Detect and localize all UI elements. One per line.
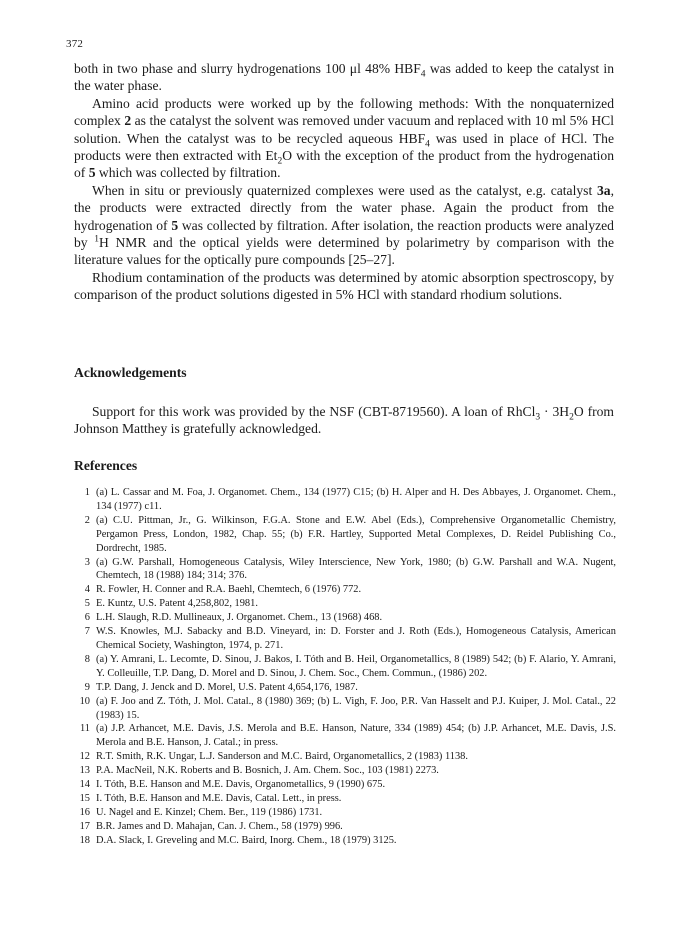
reference-number: 11 [79,723,90,735]
reference-item [74,597,616,611]
reference-text: D.A. Slack, I. Greveling and M.C. Baird, Inorg. Chem., 18 (1979) 3125. [96,834,397,846]
reference-item [74,681,616,695]
reference-number: 16 [79,806,90,818]
reference-text: (a) F. Joo and Z. Tóth, J. Mol. Catal., 8 (1980) 369; (b) L. Vigh, F. Joo, P.R. Van Hasselt and P.J. Kuiper, J. Mol. Catal., 22 (1983) 15. [96,695,616,721]
reference-number: 9 [84,681,90,693]
acknowledgements-text: Support for this work was provided by the NSF (CBT-8719560). A loan of RhCl$_3$ · $3H_2O$ from Johnson Matthey is gratefully acknowledged. [74,404,614,437]
reference-text: R. Fowler, H. Conner and R.A. Baehl, Chemtech, 6 (1976) 772. [96,584,362,596]
reference-text: (a) Y. Amrani, L. Lecomte, D. Sinou, J. Bakos, I. Tóth and B. Heil, Organometallics, 8 (1989) 542; (b) F. Alario, Y. Amrani, Y. Colleuille, T.P. Dang, D. Morel and D. Sinou, J. Chem. Soc., Chem. Commun., (1986) 202. [96,653,616,679]
reference-item [74,653,616,681]
reference-number: 14 [79,779,90,791]
reference-text: L.H. Slaugh, R.D. Mullineaux, J. Organomet. Chem., 13 (1968) 468. [96,612,383,624]
reference-text: (a) G.W. Parshall, Homogeneous Catalysis, Wiley Interscience, New York, 1980; (b) G.W. Parshall and W.A. Nugent, Chemtech, 18 (1988) 184; 314; 376. [96,556,616,582]
reference-text: W.S. Knowles, M.J. Sabacky and B.D. Vineyard, in: D. Forster and J. Roth (Eds.), Homogeneous Catalysis, American Chemical Society, Washington, 1974, p. 271. [96,626,616,651]
reference-text: (a) C.U. Pittman, Jr., G. Wilkinson, F.G.A. Stone and E.W. Abel (Eds.), Comprehensive Organometallic Chemistry, Pergamon Press, London, 1982, Chap. 55; (b) F.R. Hartley, Supported Metal Complexes, D. Reidel Publishing Co., Dordrecht, 1985. [96,514,616,554]
reference-text: I. Tóth, B.E. Hanson and M.E. Davis, Organometallics, 9 (1990) 675. [96,779,386,791]
reference-item [74,764,616,778]
reference-text: (a) L. Cassar and M. Foa, J. Organomet. Chem., 134 (1977) C15; (b) H. Alper and H. Des Abbayes, J. Organomet. Chem., 134 (1977) c11. [96,487,616,512]
reference-number: 10 [79,695,90,707]
reference-item [74,792,616,806]
reference-text: I. Tóth, B.E. Hanson and M.E. Davis, Catal. Lett., in press. [96,792,342,804]
reference-number: 13 [79,765,90,777]
body-paragraph: When in situ or previously quaternized complexes were used as the catalyst, e.g. catalyst 3a, the products were extracted directly from the water phase. Again the product from the hydrogenation of 5 was collected by filtration. After isolation, the reaction products were analyzed by $^1$H NMR and the optical yields were determined by polarimetry by comparison with the literature values for the optically pure compounds [25–27]. [74,182,614,268]
reference-item [74,778,616,792]
reference-item [74,556,616,584]
body-paragraph: Amino acid products were worked up by the following methods: With the nonquaternized complex 2 as the catalyst the solvent was removed under vacuum and replaced with 10 ml 5% HCl solution. When the catalyst was to be recycled aqueous $HBF_4$ was used in place of HCl. The products were then extracted with $Et_2O$ with the exception of the product from the hydrogenation of 5 which was collected by filtration. [74,95,614,181]
reference-item [74,750,616,764]
reference-text: E. Kuntz, U.S. Patent 4,258,802, 1981. [96,598,258,610]
reference-number: 12 [79,751,90,763]
references-list [74,486,616,848]
reference-number: 5 [84,598,90,610]
reference-number: 4 [84,584,90,596]
acknowledgements-heading: Acknowledgements [74,365,187,380]
reference-number: 17 [79,820,90,832]
reference-number: 8 [84,653,90,665]
reference-item [74,486,616,514]
reference-text: T.P. Dang, J. Jenck and D. Morel, U.S. Patent 4,654,176, 1987. [96,681,358,693]
body-paragraph: both in two phase and slurry hydrogenations 100 μl 48% $HBF_4$ was added to keep the catalyst in the water phase. [74,61,614,94]
reference-item [74,625,616,653]
reference-text: P.A. MacNeil, N.K. Roberts and B. Bosnich, J. Am. Chem. Soc., 103 (1981) 2273. [96,765,439,777]
reference-text: R.T. Smith, R.K. Ungar, L.J. Sanderson and M.C. Baird, Organometallics, 2 (1983) 1138. [96,751,468,763]
references-heading: References [74,458,138,473]
body-paragraph: Rhodium contamination of the products was determined by atomic absorption spectroscopy, by comparison of the product solutions digested in 5% HCl with standard rhodium solutions. [74,269,614,303]
reference-text: U. Nagel and E. Kinzel; Chem. Ber., 119 (1986) 1731. [96,806,323,818]
experimental-section-text [74,60,614,304]
reference-text: (a) J.P. Arhancet, M.E. Davis, J.S. Merola and B.E. Hanson, Nature, 334 (1989) 454; (b) J.P. Arhancet, M.E. Davis, J.S. Merola and B.E. Hanson, J. Catal.; in press. [96,723,616,749]
reference-item [74,722,616,750]
reference-number: 3 [84,556,90,568]
reference-number: 18 [79,834,90,846]
reference-number: 7 [84,626,90,638]
reference-item [74,806,616,820]
page-number: 372 [66,38,84,50]
reference-item [74,834,616,848]
reference-item [74,514,616,556]
reference-item [74,820,616,834]
reference-item [74,695,616,723]
reference-number: 1 [84,487,90,498]
reference-number: 15 [79,792,90,804]
reference-item [74,583,616,597]
reference-number: 2 [84,514,90,526]
reference-number: 6 [84,612,90,624]
reference-item [74,611,616,625]
reference-text: B.R. James and D. Mahajan, Can. J. Chem., 58 (1979) 996. [96,820,343,832]
